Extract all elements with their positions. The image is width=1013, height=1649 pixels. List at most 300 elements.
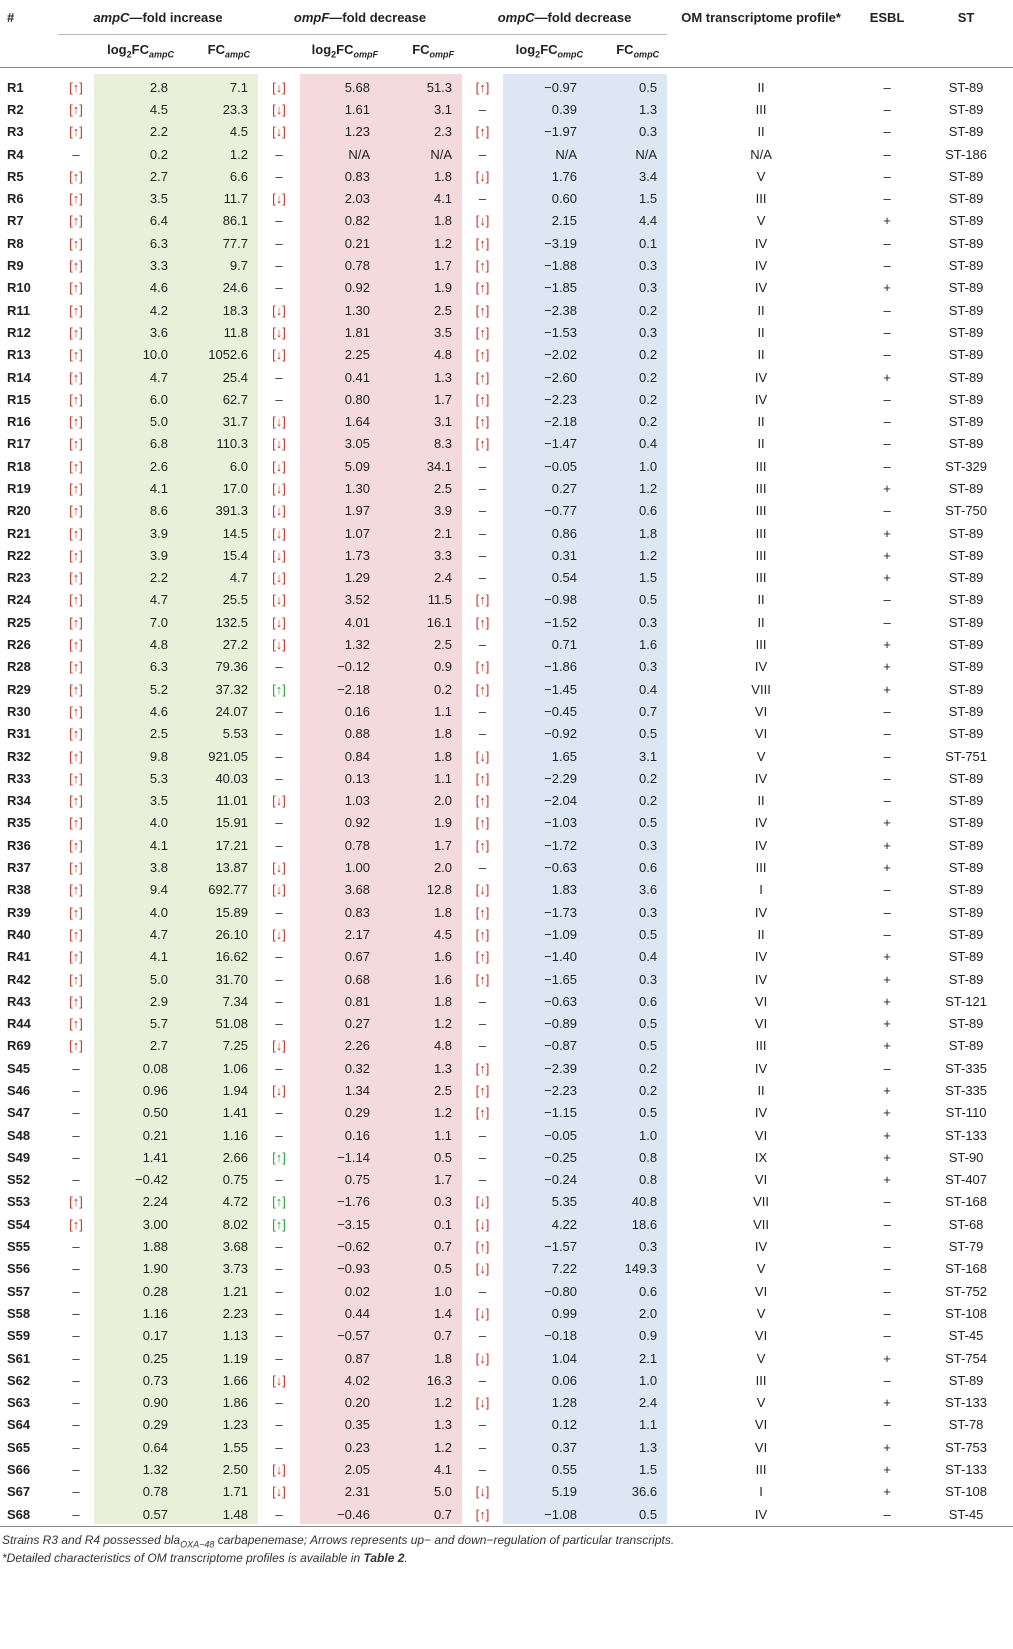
up-arrow-icon: [↑]: [475, 391, 490, 407]
log2fc-ompf-value: 0.78: [344, 258, 370, 274]
fc-ampc-value: 15.89: [215, 904, 248, 920]
st-value: ST-89: [948, 258, 984, 274]
log2fc-ampc-value: −0.42: [135, 1172, 168, 1188]
table-row: [0, 544, 1013, 566]
no-change-dash: –: [478, 101, 487, 117]
fc-ompc-value: 0.7: [638, 703, 658, 719]
st-value: ST-89: [948, 592, 984, 608]
log2fc-ompf-value: 2.31: [344, 1484, 370, 1500]
esbl-value: +: [883, 681, 891, 697]
fc-ompc-value: 3.6: [638, 882, 658, 898]
fc-ampc-value: 25.5: [222, 592, 248, 608]
esbl-value: +: [883, 1083, 891, 1098]
up-arrow-icon: [↑]: [69, 860, 83, 876]
om-profile-value: VI: [754, 993, 768, 1009]
strain-id: R35: [7, 815, 31, 831]
om-profile-value: VI: [754, 726, 768, 742]
table-row: [0, 1280, 1013, 1302]
down-arrow-icon: [↓]: [475, 882, 490, 898]
om-profile-value: IX: [754, 1149, 768, 1165]
down-arrow-icon: [↓]: [272, 570, 286, 586]
up-arrow-icon: [↑]: [69, 124, 83, 140]
no-change-dash: –: [72, 1127, 80, 1143]
log2fc-ompc-value: −1.52: [544, 614, 578, 630]
fc-ompf-value: 0.7: [433, 1239, 453, 1255]
strain-id: R9: [7, 258, 24, 274]
esbl-value: –: [883, 168, 891, 184]
log2fc-ampc-value: 3.9: [149, 547, 168, 563]
fc-ompc-value: 0.3: [638, 614, 658, 630]
esbl-value: –: [883, 1216, 891, 1232]
log2fc-ompc-value: −0.24: [544, 1172, 578, 1188]
down-arrow-icon: [↓]: [475, 1395, 490, 1411]
fc-ompf-value: 1.3: [433, 1060, 453, 1076]
log2fc-ompf-value: 0.44: [344, 1305, 370, 1321]
fc-ompf-value: 3.1: [433, 414, 453, 430]
st-value: ST-121: [945, 993, 988, 1009]
esbl-value: +: [883, 369, 891, 385]
fc-ampc-value: 26.10: [215, 926, 248, 942]
om-profile-value: II: [757, 793, 765, 809]
table-row: [0, 1503, 1013, 1525]
strain-id: R26: [7, 637, 31, 653]
no-change-dash: –: [72, 1305, 80, 1321]
om-profile-value: II: [757, 124, 765, 140]
log2fc-ompc-value: −1.72: [544, 837, 578, 853]
fc-ampc-value: 6.6: [229, 168, 248, 184]
no-change-dash: –: [72, 1283, 80, 1299]
esbl-value: +: [883, 993, 891, 1009]
header-spacer: [855, 35, 919, 68]
fc-ompc-value: 4.4: [638, 213, 658, 229]
fc-ampc-value: 6.0: [229, 458, 248, 474]
table-row: [0, 1414, 1013, 1436]
st-value: ST-89: [948, 168, 984, 184]
up-arrow-icon: [↑]: [475, 949, 490, 965]
table-row: [0, 1458, 1013, 1480]
log2fc-ampc-value: 4.6: [149, 280, 168, 296]
up-arrow-icon: [↑]: [475, 369, 490, 385]
fc-ompc-value: 2.4: [638, 1395, 658, 1411]
fc-ompf-value: 0.5: [433, 1261, 453, 1277]
fc-ompc-value: 18.6: [631, 1216, 658, 1232]
esbl-value: –: [883, 1239, 891, 1255]
fc-ampc-value: 1.13: [222, 1328, 248, 1344]
log2fc-ompc-value: −3.19: [544, 235, 578, 251]
up-arrow-icon: [↑]: [69, 748, 83, 764]
fc-ompc-value: 0.3: [638, 971, 658, 987]
fc-ompc-value: 0.6: [638, 993, 658, 1009]
fc-ampc-value: 1.19: [222, 1350, 248, 1366]
st-value: ST-89: [948, 1016, 984, 1032]
down-arrow-icon: [↓]: [475, 1305, 490, 1321]
table-row: [0, 990, 1013, 1012]
fc-ompf-value: 2.0: [433, 860, 453, 876]
no-change-dash: –: [72, 1506, 80, 1522]
up-arrow-icon: [↑]: [475, 793, 490, 809]
log2fc-ompf-value: 0.82: [344, 213, 370, 229]
log2fc-ampc-value: 0.2: [149, 146, 168, 162]
up-arrow-icon: [↑]: [69, 703, 83, 719]
om-profile-value: II: [757, 614, 765, 630]
esbl-value: –: [883, 703, 891, 719]
log2fc-ompf-value: 0.92: [344, 815, 370, 831]
fc-ompc-value: 0.2: [638, 302, 658, 318]
header-ompf-label: —fold decrease: [329, 9, 427, 25]
log2fc-ompf-value: 1.97: [344, 503, 370, 519]
log2fc-ompc-value: −0.97: [544, 79, 578, 95]
log2fc-ompc-value: 0.86: [551, 525, 578, 541]
strain-id: R40: [7, 926, 31, 942]
log2fc-ompf-value: 1.61: [344, 101, 370, 117]
st-value: ST-89: [948, 1372, 984, 1388]
om-profile-value: I: [759, 1484, 763, 1500]
strain-id: S63: [7, 1395, 31, 1411]
log2fc-ompc-value: −1.45: [544, 681, 578, 697]
header-esbl: ESBL: [869, 9, 905, 25]
down-arrow-icon: [↓]: [272, 324, 286, 340]
no-change-dash: –: [478, 993, 487, 1009]
down-arrow-icon: [↓]: [475, 1261, 490, 1277]
no-change-dash: –: [275, 748, 283, 764]
om-profile-value: IV: [754, 1506, 768, 1522]
fc-ampc-value: 1.55: [222, 1439, 248, 1455]
fc-ompc-value: 1.5: [638, 191, 658, 207]
fc-ompc-value: 3.4: [638, 168, 658, 184]
esbl-value: +: [883, 1439, 891, 1455]
log2fc-ompc-value: −1.85: [544, 280, 578, 296]
fc-ompc-value: 0.3: [638, 904, 658, 920]
log2fc-ompf-value: 1.64: [344, 414, 370, 430]
no-change-dash: –: [275, 703, 283, 719]
strain-id: R29: [7, 681, 31, 697]
log2fc-ompf-value: −0.57: [337, 1328, 370, 1344]
fc-ampc-value: 7.1: [229, 79, 248, 95]
fc-ompf-value: 34.1: [426, 458, 453, 474]
up-arrow-icon: [↑]: [69, 681, 83, 697]
no-change-dash: –: [478, 637, 487, 653]
log2fc-ompc-value: −2.29: [544, 770, 578, 786]
down-arrow-icon: [↓]: [475, 1216, 490, 1232]
log2fc-ampc-value: 10.0: [142, 347, 168, 363]
log2fc-ampc-value: 8.6: [149, 503, 168, 519]
no-change-dash: –: [72, 1239, 80, 1255]
no-change-dash: –: [478, 480, 487, 496]
log2fc-ampc-value: 2.7: [149, 168, 168, 184]
fc-ompf-value: 0.1: [433, 1216, 453, 1232]
no-change-dash: –: [275, 1172, 283, 1188]
table-row: [0, 388, 1013, 410]
up-arrow-icon: [↑]: [475, 815, 490, 831]
down-arrow-icon: [↓]: [272, 793, 286, 809]
log2fc-ompc-value: −0.98: [544, 592, 578, 608]
up-arrow-icon: [↑]: [475, 926, 490, 942]
log2fc-ompc-value: −1.73: [544, 904, 578, 920]
no-change-dash: –: [478, 1172, 487, 1188]
table-bottom-rule: [0, 1526, 1013, 1527]
no-change-dash: –: [72, 1462, 80, 1478]
up-arrow-icon: [↑]: [69, 570, 83, 586]
om-profile-value: III: [755, 191, 767, 207]
fc-ompc-value: 0.9: [638, 1328, 658, 1344]
strain-id: S59: [7, 1328, 31, 1344]
header-fc-ompf: $FC_{ompF}$: [380, 35, 462, 68]
fc-ompc-value: 1.2: [638, 480, 658, 496]
om-profile-value: V: [756, 168, 766, 184]
table-row: [0, 121, 1013, 143]
header-spacer: [258, 35, 300, 68]
up-arrow-icon: [↑]: [475, 1239, 490, 1255]
up-arrow-icon: [↑]: [69, 793, 83, 809]
esbl-value: –: [883, 503, 891, 519]
header-om-profile: OM transcriptome profile*: [681, 9, 841, 25]
no-change-dash: –: [478, 525, 487, 541]
om-profile-value: IV: [754, 235, 768, 251]
om-profile-value: IV: [754, 280, 768, 296]
no-change-dash: –: [275, 1283, 283, 1299]
fc-ompf-value: 1.8: [433, 1350, 453, 1366]
fc-ompf-value: 1.7: [433, 837, 453, 853]
fc-ompc-value: 0.5: [638, 926, 658, 942]
no-change-dash: –: [275, 837, 283, 853]
om-profile-value: VI: [754, 1172, 768, 1188]
esbl-value: +: [883, 637, 891, 653]
om-profile-value: VII: [753, 1194, 770, 1210]
fc-ompc-value: 0.2: [638, 347, 658, 363]
strain-id: S55: [7, 1239, 31, 1255]
log2fc-ompf-value: N/A: [348, 146, 370, 162]
strain-id: S54: [7, 1216, 31, 1232]
esbl-value: +: [883, 547, 891, 563]
header-ampc-gene: ampC: [93, 9, 130, 25]
strain-id: S65: [7, 1439, 31, 1455]
fc-ompf-value: 1.8: [433, 168, 453, 184]
table-row: [0, 879, 1013, 901]
fc-ompf-value: 2.0: [433, 793, 453, 809]
fc-ompc-value: 0.5: [638, 592, 658, 608]
down-arrow-icon: [↓]: [272, 347, 286, 363]
no-change-dash: –: [275, 1439, 283, 1455]
log2fc-ampc-value: 4.0: [149, 904, 168, 920]
table-row: [0, 1012, 1013, 1034]
log2fc-ompf-value: 0.27: [344, 1016, 370, 1032]
fc-ampc-value: 79.36: [215, 659, 248, 675]
log2fc-ompc-value: −2.23: [544, 391, 578, 407]
st-value: ST-90: [948, 1149, 984, 1165]
no-change-dash: –: [478, 191, 487, 207]
no-change-dash: –: [275, 1305, 283, 1321]
fc-ompf-value: 8.3: [433, 436, 453, 452]
log2fc-ompc-value: 0.27: [551, 480, 578, 496]
log2fc-ompc-value: 1.65: [551, 748, 578, 764]
fc-ompc-value: 1.3: [638, 101, 658, 117]
strain-id: R22: [7, 547, 31, 563]
down-arrow-icon: [↓]: [272, 860, 286, 876]
down-arrow-icon: [↓]: [272, 124, 286, 140]
st-value: ST-89: [948, 882, 984, 898]
om-profile-value: IV: [754, 837, 768, 853]
log2fc-ompf-value: 0.83: [344, 904, 370, 920]
fc-ompf-value: 1.9: [433, 815, 453, 831]
fc-ompf-value: 3.9: [433, 503, 453, 519]
up-arrow-icon: [↑]: [475, 302, 490, 318]
st-value: ST-89: [948, 860, 984, 876]
st-value: ST-89: [948, 324, 984, 340]
fc-ompc-value: 0.3: [638, 280, 658, 296]
fc-ompc-value: 0.5: [638, 79, 658, 95]
strain-id: R41: [7, 949, 31, 965]
fc-ompf-value: 1.2: [433, 1439, 453, 1455]
footnote-2: *Detailed characteristics of OM transcriptome profiles is available in Table 2.: [2, 1551, 408, 1565]
no-change-dash: –: [275, 369, 283, 385]
table-row: [0, 1258, 1013, 1280]
down-arrow-icon: [↓]: [272, 1083, 286, 1098]
esbl-value: –: [883, 79, 891, 95]
log2fc-ompf-value: −0.12: [337, 659, 370, 675]
log2fc-ompf-value: 0.41: [344, 369, 370, 385]
strain-id: R23: [7, 570, 31, 586]
st-value: ST-335: [945, 1060, 988, 1076]
log2fc-ompf-value: 0.92: [344, 280, 370, 296]
st-value: ST-108: [945, 1305, 988, 1321]
log2fc-ompf-value: 0.02: [344, 1283, 370, 1299]
fc-ampc-value: 1.2: [229, 146, 248, 162]
fc-ompf-value: 1.8: [433, 213, 453, 229]
esbl-value: +: [883, 1395, 891, 1411]
table-row: [0, 901, 1013, 923]
table-row: [0, 1169, 1013, 1191]
up-arrow-icon: [↑]: [475, 1060, 490, 1076]
no-change-dash: –: [275, 770, 283, 786]
esbl-value: +: [883, 213, 891, 229]
om-profile-value: V: [756, 1395, 766, 1411]
log2fc-ompc-value: 1.83: [551, 882, 578, 898]
no-change-dash: –: [275, 213, 283, 229]
fc-ompc-value: 0.4: [638, 949, 658, 965]
table-row: [0, 812, 1013, 834]
log2fc-ompf-value: 0.80: [344, 391, 370, 407]
up-arrow-icon: [↑]: [69, 213, 83, 229]
header-log2fc-ompc: $\log_2FC_{ompC}$: [503, 35, 587, 68]
log2fc-ampc-value: 4.8: [149, 637, 168, 653]
fc-ompc-value: 2.0: [638, 1305, 658, 1321]
fc-ampc-value: 3.73: [222, 1261, 248, 1277]
om-profile-value: VII: [753, 1216, 770, 1232]
up-arrow-icon: [↑]: [69, 369, 83, 385]
log2fc-ompc-value: −1.65: [544, 971, 578, 987]
esbl-value: –: [883, 458, 891, 474]
log2fc-ompc-value: 0.54: [551, 570, 578, 586]
log2fc-ompf-value: 0.83: [344, 168, 370, 184]
fc-ampc-value: 77.7: [222, 235, 248, 251]
esbl-value: +: [883, 860, 891, 876]
fc-ampc-value: 5.53: [222, 726, 248, 742]
fc-ompc-value: 0.4: [638, 436, 658, 452]
fc-ampc-value: 1052.6: [208, 347, 248, 363]
fc-ampc-value: 7.25: [222, 1038, 248, 1054]
om-profile-value: II: [757, 324, 765, 340]
log2fc-ompc-value: −1.40: [544, 949, 578, 965]
down-arrow-icon: [↓]: [272, 882, 286, 898]
st-value: ST-89: [948, 391, 984, 407]
up-arrow-icon: [↑]: [69, 882, 83, 898]
om-profile-value: I: [759, 882, 763, 898]
log2fc-ompf-value: −2.18: [337, 681, 370, 697]
strain-id: R44: [7, 1016, 31, 1032]
table-row: [0, 1191, 1013, 1213]
up-arrow-icon: [↑]: [475, 1083, 490, 1098]
log2fc-ompf-value: 0.16: [344, 1127, 370, 1143]
log2fc-ompc-value: −0.63: [544, 860, 578, 876]
strain-id: R37: [7, 860, 31, 876]
log2fc-ompc-value: 0.37: [551, 1439, 578, 1455]
log2fc-ompf-value: 0.84: [344, 748, 370, 764]
log2fc-ompc-value: −0.77: [544, 503, 578, 519]
esbl-value: –: [883, 235, 891, 251]
fc-ompf-value: 0.7: [433, 1506, 453, 1522]
om-profile-value: VI: [754, 1328, 768, 1344]
log2fc-ompc-value: −1.15: [544, 1105, 578, 1121]
fc-ompf-value: 1.0: [433, 1283, 453, 1299]
up-arrow-icon: [↑]: [69, 815, 83, 831]
no-change-dash: –: [478, 1283, 487, 1299]
fc-ampc-value: 24.6: [222, 280, 248, 296]
log2fc-ampc-value: 2.8: [149, 79, 168, 95]
fc-ampc-value: 37.32: [215, 681, 248, 697]
st-value: ST-89: [948, 124, 984, 140]
fc-ampc-value: 9.7: [229, 258, 248, 274]
log2fc-ompc-value: −0.87: [544, 1038, 578, 1054]
st-value: ST-89: [948, 926, 984, 942]
om-profile-value: II: [757, 592, 765, 608]
log2fc-ampc-value: 2.5: [149, 726, 168, 742]
fc-ompf-value: 2.5: [433, 480, 453, 496]
fc-ompc-value: 1.1: [638, 1417, 658, 1433]
no-change-dash: –: [478, 1328, 487, 1344]
esbl-value: –: [883, 1506, 891, 1522]
esbl-value: –: [883, 124, 891, 140]
st-value: ST-89: [948, 793, 984, 809]
st-value: ST-89: [948, 436, 984, 452]
log2fc-ompf-value: 1.00: [344, 860, 370, 876]
fc-ompf-value: 1.1: [433, 770, 453, 786]
fc-ampc-value: 2.66: [222, 1149, 248, 1165]
strain-id: R42: [7, 971, 31, 987]
fc-ompc-value: 0.2: [638, 793, 658, 809]
st-value: ST-753: [945, 1439, 988, 1455]
om-profile-value: II: [757, 347, 765, 363]
st-value: ST-45: [948, 1328, 984, 1344]
st-value: ST-110: [945, 1105, 987, 1121]
up-arrow-icon: [↑]: [69, 79, 83, 95]
log2fc-ampc-value: 9.4: [149, 882, 168, 898]
up-arrow-icon: [↑]: [272, 681, 286, 697]
om-profile-value: VI: [754, 1439, 768, 1455]
strain-id: R12: [7, 324, 31, 340]
fc-ompc-value: 1.0: [638, 1372, 658, 1388]
st-value: ST-108: [945, 1484, 988, 1500]
esbl-value: –: [883, 258, 891, 274]
no-change-dash: –: [72, 1439, 80, 1455]
up-arrow-icon: [↑]: [475, 837, 490, 853]
fc-ompf-value: 3.3: [433, 547, 453, 563]
fc-ampc-value: 51.08: [215, 1016, 248, 1032]
table-row: [0, 187, 1013, 209]
log2fc-ompc-value: −0.05: [544, 458, 578, 474]
log2fc-ampc-value: 0.96: [142, 1083, 168, 1098]
table-row: [0, 923, 1013, 945]
up-arrow-icon: [↑]: [69, 726, 83, 742]
